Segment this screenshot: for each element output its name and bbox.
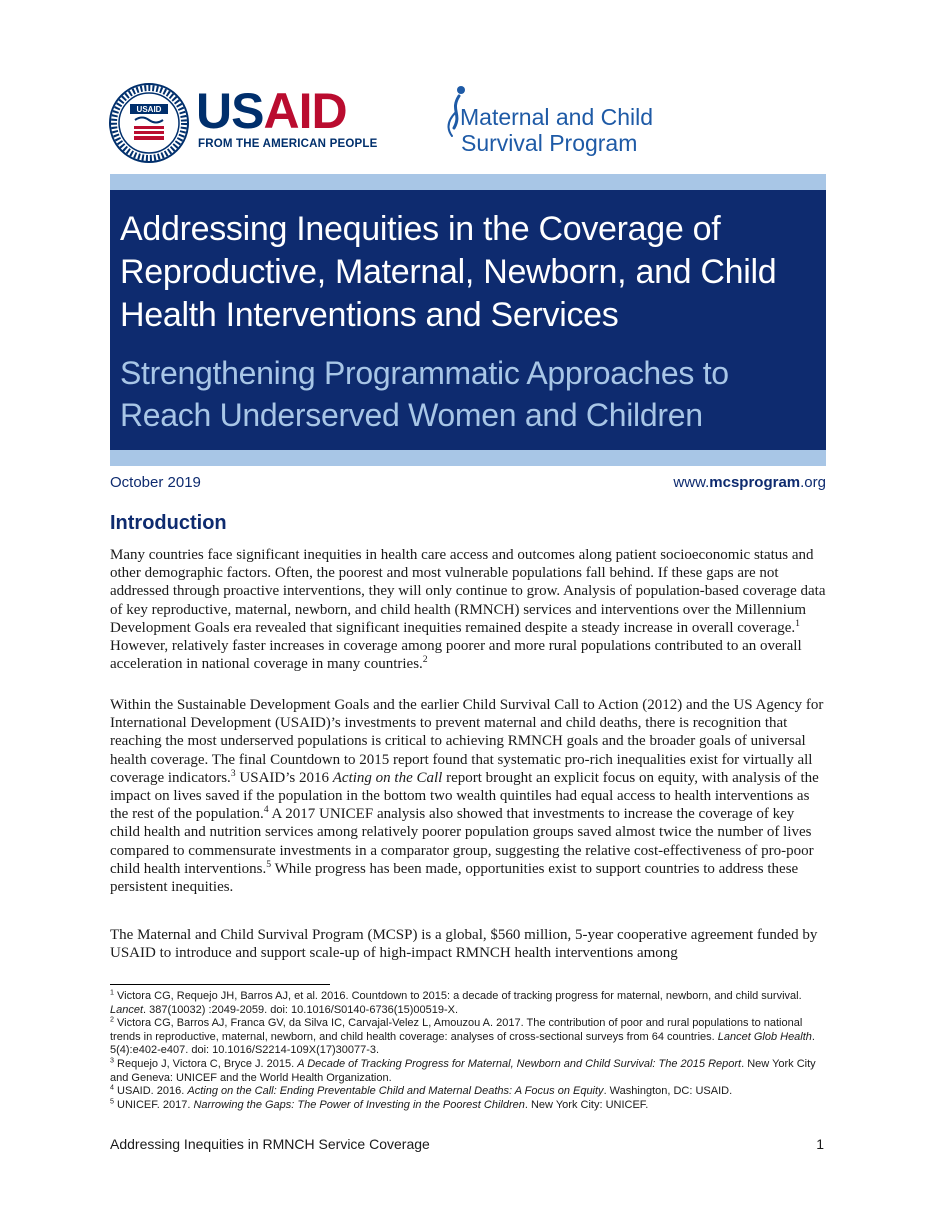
website-domain: mcsprogram [709,474,801,491]
usaid-tagline: FROM THE AMERICAN PEOPLE [198,138,378,150]
footnote-number: 3 [110,1056,114,1065]
footnote-divider [110,984,330,985]
website-prefix: www. [673,474,710,491]
mcsp-logo [440,84,670,164]
p2-report-title: Acting on the Call [332,769,443,786]
footnote-number: 4 [110,1083,114,1092]
footnote-text: USAID. 2016. [113,1085,188,1098]
footnote-number: 1 [110,988,114,997]
document-subtitle: Strengthening Programmatic Approaches to Reach Underserved Women and Children [120,355,729,433]
footnote-text: UNICEF. 2017. [113,1098,194,1111]
footnote-3 [110,1058,826,1085]
mcsp-line1: Maternal and Child [460,104,654,130]
footnote-number: 2 [110,1015,114,1024]
section-heading-introduction: Introduction [110,512,227,534]
usaid-wordmark-us: US [196,83,264,139]
footnote-text: . Washington, DC: USAID. [603,1085,733,1098]
page-number: 1 [816,1136,824,1152]
footnote-2 [110,1017,826,1058]
footnote-italic: Lancet Glob Health [717,1030,812,1043]
footnote-italic: Lancet [110,1003,144,1016]
intro-paragraph-3: The Maternal and Child Survival Program (MCSP) is a global, $560 million, 5-year cooperative agreement funded by USAID to introduce and support scale-up of high-impact RMNCH health interventions among [110,927,818,962]
footnote-text: . New York City and Geneva: UNICEF and the World Health Organization. [110,1057,816,1084]
footnote-ref-4[interactable]: 4 [263,804,269,816]
footnote-4 [110,1085,826,1099]
intro-paragraph-1 [110,546,826,673]
footnote-ref-2[interactable]: 2 [422,654,428,666]
footnote-text: Victora CG, Requejo JH, Barros AJ, et al. 2016. Countdown to 2015: a decade of tracking progress for maternal, newborn, and child survival. [113,990,802,1002]
p2-text-b: USAID’s 2016 [235,769,333,786]
usaid-logo [108,82,378,154]
footnote-italic: Acting on the Call: Ending Preventable Child and Maternal Deaths: A Focus on Equity [187,1085,604,1098]
document-title: Addressing Inequities in the Coverage of Reproductive, Maternal, Newborn, and Child Health Interventions and Services [120,210,777,334]
intro-paragraph-2 [110,696,826,896]
footnote-text: Requejo J, Victora C, Bryce J. 2015. [113,1057,298,1070]
footnote-ref-5[interactable]: 5 [266,858,272,870]
usaid-seal-icon [108,82,190,164]
p2-text-a: Within the Sustainable Development Goals and the earlier Child Survival Call to Action (2012) and the US Agency for International Development (USAID)’s investments to prevent maternal and child deaths, there is recognition that reaching the most underserved populations is critical to achieving RMNCH goals and the broader goals of universal health coverage. The final Countdown to 2015 report found that systematic pro-rich inequalities exist for virtually all coverage indicators. [110,697,824,786]
footnote-ref-3[interactable]: 3 [230,767,236,779]
footnote-text: Victora CG, Barros AJ, Franca GV, da Silva IC, Carvajal-Velez L, Amouzou A. 2017. The contribution of poor and rural populations to national trends in reproductive, maternal, newborn, and child health coverage: analyses of cross-sectional surveys from 64 countries. [110,1017,803,1043]
banner-top-stripe [110,174,826,190]
usaid-wordmark [196,83,347,139]
footnote-italic: Narrowing the Gaps: The Power of Investing in the Poorest Children [193,1098,525,1111]
website-link[interactable] [673,474,826,491]
website-suffix: .org [800,474,826,491]
footnote-text: . 387(10032) :2049-2059. doi: 10.1016/S0140-6736(15)00519-X. [143,1003,458,1016]
p2-text-e: While progress has been made, opportunities exist to support countries to address these persistent inequities. [110,860,799,896]
footnote-text: . 5(4):e402-e407. doi: 10.1016/S2214-109X(17)30077-3. [110,1030,815,1057]
title-banner [110,190,826,450]
footnote-number: 5 [110,1097,114,1106]
p2-text-c: report brought an explicit focus on equity, with analysis of the impact on lives saved if the population in the bottom two wealth quintiles had equal access to health interventions as the rest of the population. [110,769,819,823]
usaid-wordmark-aid: AID [263,83,347,139]
p2-text-d: A 2017 UNICEF analysis also showed that investments to increase the coverage of key child health and nutrition services among relatively poorer population groups saved almost twice the number of lives compared to commensurate investments in a comparator group, suggesting the relative cost-effectiveness of pro-poor child health interventions. [110,806,814,877]
publication-date: October 2019 [110,474,201,491]
footnote-1 [110,990,826,1017]
footnotes [110,990,826,1112]
banner-bottom-stripe [110,450,826,466]
p1-text-a: Many countries face significant inequities in health care access and outcomes along patient socioeconomic status and other demographic factors. Often, the poorest and most vulnerable populations fall behind. If these gaps are not addressed through proactive interventions, they will only continue to grow. Analysis of population-based coverage data of key reproductive, maternal, newborn, and child health (RMNCH) services and interventions over the Millennium Development Goals era revealed that significant inequities remained despite a steady increase in overall coverage. [110,547,826,636]
seal-label: USAID [136,105,162,114]
footer-title: Addressing Inequities in RMNCH Service Coverage [110,1136,430,1152]
footnote-5 [110,1099,826,1113]
mcsp-line2: Survival Program [461,130,638,156]
footnote-text: . New York City: UNICEF. [524,1098,649,1111]
footnote-ref-1[interactable]: 1 [795,617,801,629]
p1-text-b: However, relatively faster increases in coverage among poorer and more rural populations contributed to an overall acceleration in national coverage in many countries. [110,638,802,673]
footnote-italic: A Decade of Tracking Progress for Maternal, Newborn and Child Survival: The 2015 Report [297,1057,742,1070]
